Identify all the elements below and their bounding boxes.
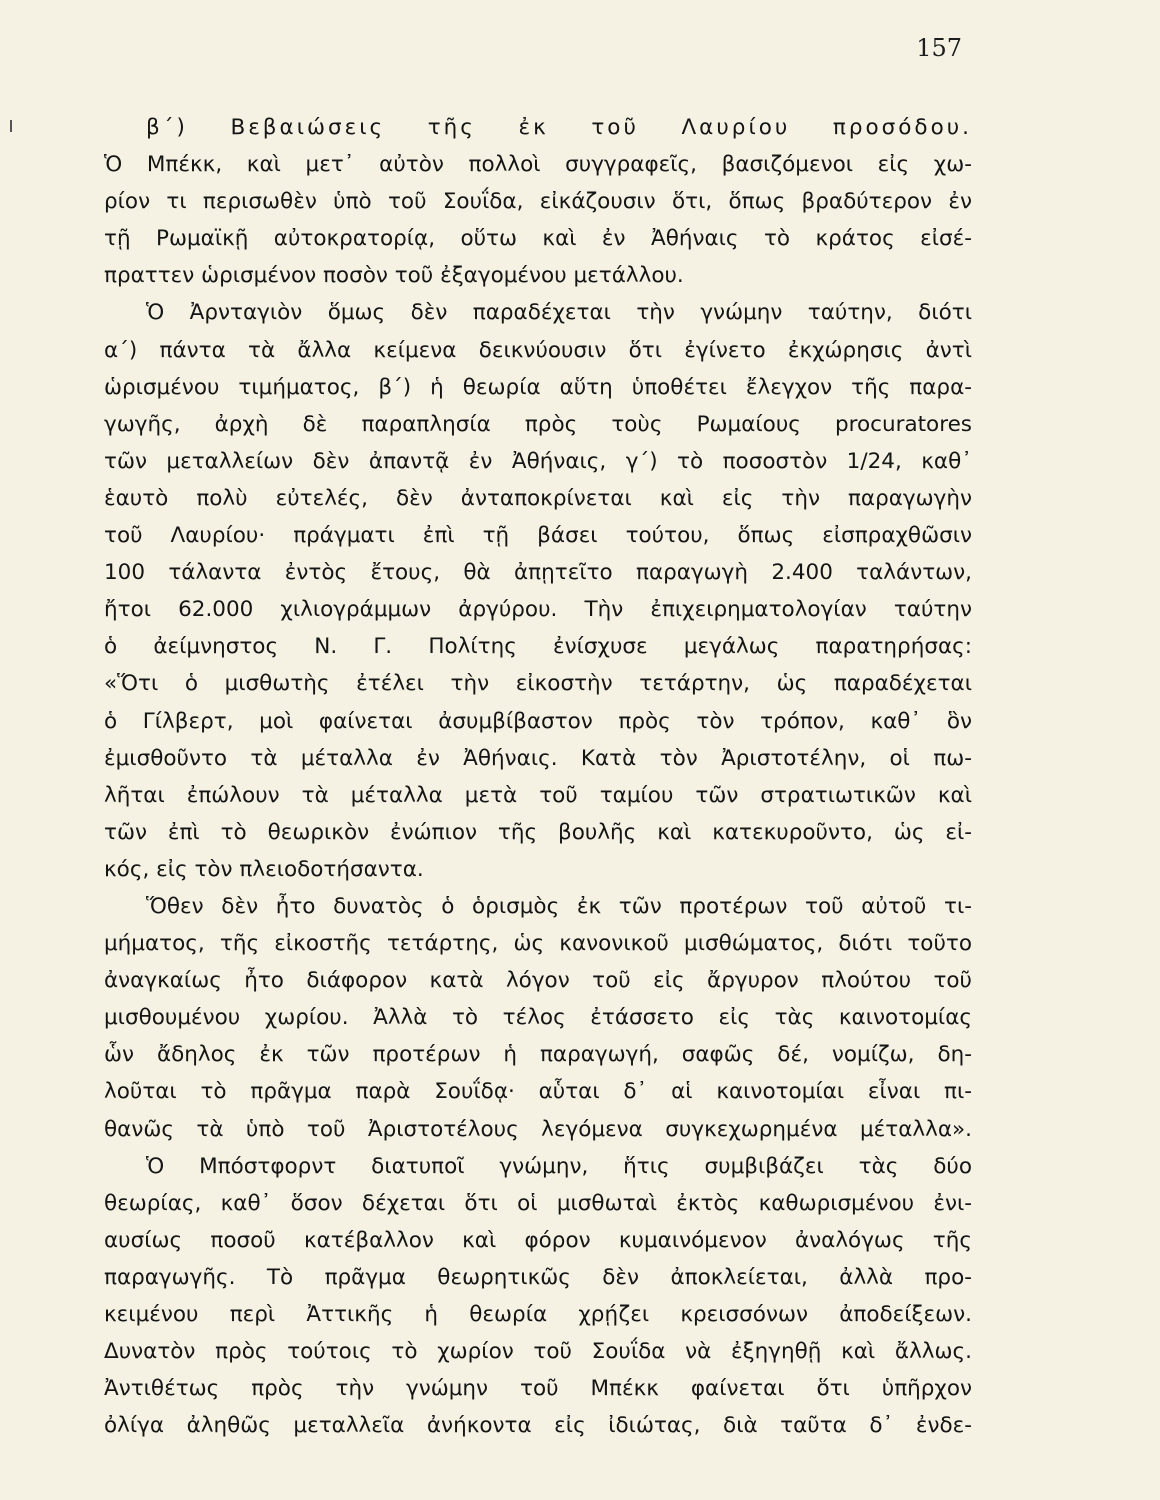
text-line: μισθουμένου χωρίου. Ἀλλὰ τὸ τέλος ἐτάσσετο εἰς τὰς καινοτομίας	[104, 1005, 972, 1031]
page-number: 157	[916, 34, 962, 62]
margin-mark	[10, 120, 12, 132]
text-line: παραγωγῆς. Τὸ πρᾶγμα θεωρητικῶς δὲν ἀποκλείεται, ἀλλὰ προ-	[104, 1264, 972, 1290]
text-line: τῇ Ρωμαϊκῇ αὐτοκρατορίᾳ, οὕτω καὶ ἐν Ἀθήναις τὸ κράτος εἰσέ-	[104, 226, 972, 252]
text-line: ρίον τι περισωθὲν ὑπὸ τοῦ Σουΐδα, εἰκάζουσιν ὅτι, ὅπως βραδύτερον ἐν	[104, 189, 972, 215]
text-line: «Ὅτι ὁ μισθωτὴς ἐτέλει τὴν εἰκοστὴν τετάρτην, ὡς παραδέχεται	[104, 671, 972, 697]
text-line: ἀναγκαίως ἦτο διάφορον κατὰ λόγον τοῦ εἰς ἄργυρον πλούτου τοῦ	[104, 968, 972, 994]
text-line: τῶν ἐπὶ τὸ θεωρικὸν ἐνώπιον τῆς βουλῆς καὶ κατεκυροῦντο, ὡς εἰ-	[104, 819, 972, 845]
text-line: Ὅθεν δὲν ἦτο δυνατὸς ὁ ὁρισμὸς ἐκ τῶν προτέρων τοῦ αὐτοῦ τι-	[146, 893, 972, 919]
text-line: 100 τάλαντα ἐντὸς ἔτους, θὰ ἀπῃτεῖτο παραγωγὴ 2.400 ταλάντων,	[104, 560, 972, 586]
text-line: θανῶς τὰ ὑπὸ τοῦ Ἀριστοτέλους λεγόμενα συγκεχωρημένα μέταλλα».	[104, 1116, 972, 1142]
text-line: κός, εἰς τὸν πλειοδοτήσαντα.	[104, 856, 424, 882]
text-line: β΄) Βεβαιώσεις τῆς ἐκ τοῦ Λαυρίου προσόδου.	[146, 115, 972, 140]
body-text	[104, 109, 972, 1444]
text-line: θεωρίας, καθ᾿ ὅσον δέχεται ὅτι οἱ μισθωταὶ ἐκτὸς καθωρισμένου ἐνι-	[104, 1190, 972, 1216]
text-line: ἤτοι 62.000 χιλιογράμμων ἀργύρου. Τὴν ἐπιχειρηματολογίαν ταύτην	[104, 597, 972, 623]
text-line: ὀλίγα ἀληθῶς μεταλλεῖα ἀνήκοντα εἰς ἰδιώτας, διὰ ταῦτα δ᾿ ἐνδε-	[104, 1413, 972, 1439]
text-line: Ὁ Ἀρνταγιὸν ὅμως δὲν παραδέχεται τὴν γνώμην ταύτην, διότι	[146, 300, 972, 326]
text-line: Ὁ Μπόστφορντ διατυποῖ γνώμην, ἥτις συμβιβάζει τὰς δύο	[146, 1153, 972, 1179]
text-line: ὧν ἄδηλος ἐκ τῶν προτέρων ἡ παραγωγή, σαφῶς δέ, νομίζω, δη-	[104, 1042, 972, 1068]
text-line: μήματος, τῆς εἰκοστῆς τετάρτης, ὡς κανονικοῦ μισθώματος, διότι τοῦτο	[104, 931, 972, 957]
text-line: ὁ Γίλβερτ, μοὶ φαίνεται ἀσυμβίβαστον πρὸς τὸν τρόπον, καθ᾿ ὃν	[104, 708, 972, 734]
text-line: α΄) πάντα τὰ ἄλλα κείμενα δεικνύουσιν ὅτι ἐγίνετο ἐκχώρησις ἀντὶ	[104, 337, 972, 363]
text-line: Ἀντιθέτως πρὸς τὴν γνώμην τοῦ Μπέκκ φαίνεται ὅτι ὑπῆρχον	[104, 1376, 972, 1402]
text-line: Ὁ Μπέκκ, καὶ μετ᾿ αὐτὸν πολλοὶ συγγραφεῖς, βασιζόμενοι εἰς χω-	[104, 152, 972, 178]
text-line: τοῦ Λαυρίου· πράγματι ἐπὶ τῇ βάσει τούτου, ὅπως εἰσπραχθῶσιν	[104, 523, 972, 549]
text-line: ἐμισθοῦντο τὰ μέταλλα ἐν Ἀθήναις. Κατὰ τὸν Ἀριστοτέλην, οἱ πω-	[104, 745, 972, 771]
text-line: Δυνατὸν πρὸς τούτοις τὸ χωρίον τοῦ Σουΐδα νὰ ἐξηγηθῇ καὶ ἄλλως.	[104, 1339, 972, 1365]
text-line: λοῦται τὸ πρᾶγμα παρὰ Σουΐδᾳ· αὗται δ᾿ αἱ καινοτομίαι εἶναι πι-	[104, 1079, 972, 1105]
text-line: ἑαυτὸ πολὺ εὐτελές, δὲν ἀνταποκρίνεται καὶ εἰς τὴν παραγωγὴν	[104, 485, 972, 511]
text-line: τῶν μεταλλείων δὲν ἀπαντᾷ ἐν Ἀθήναις, γ΄) τὸ ποσοστὸν 1/24, καθ᾿	[104, 448, 972, 474]
text-line: γωγῆς, ἀρχὴ δὲ παραπλησία πρὸς τοὺς Ρωμαίους procuratores	[104, 411, 972, 437]
text-line: λῆται ἐπώλουν τὰ μέταλλα μετὰ τοῦ ταμίου τῶν στρατιωτικῶν καὶ	[104, 782, 972, 808]
text-line: ὁ ἀείμνηστος Ν. Γ. Πολίτης ἐνίσχυσε μεγάλως παρατηρήσας:	[104, 634, 972, 660]
text-line: πραττεν ὡρισμένον ποσὸν τοῦ ἐξαγομένου μετάλλου.	[104, 263, 684, 289]
text-line: ὡρισμένου τιμήματος, β΄) ἡ θεωρία αὕτη ὑποθέτει ἔλεγχον τῆς παρα-	[104, 374, 972, 400]
text-line: κειμένου περὶ Ἀττικῆς ἡ θεωρία χρῄζει κρεισσόνων ἀποδείξεων.	[104, 1302, 972, 1327]
text-line: αυσίως ποσοῦ κατέβαλλον καὶ φόρον κυμαινόμενον ἀναλόγως τῆς	[104, 1227, 972, 1253]
